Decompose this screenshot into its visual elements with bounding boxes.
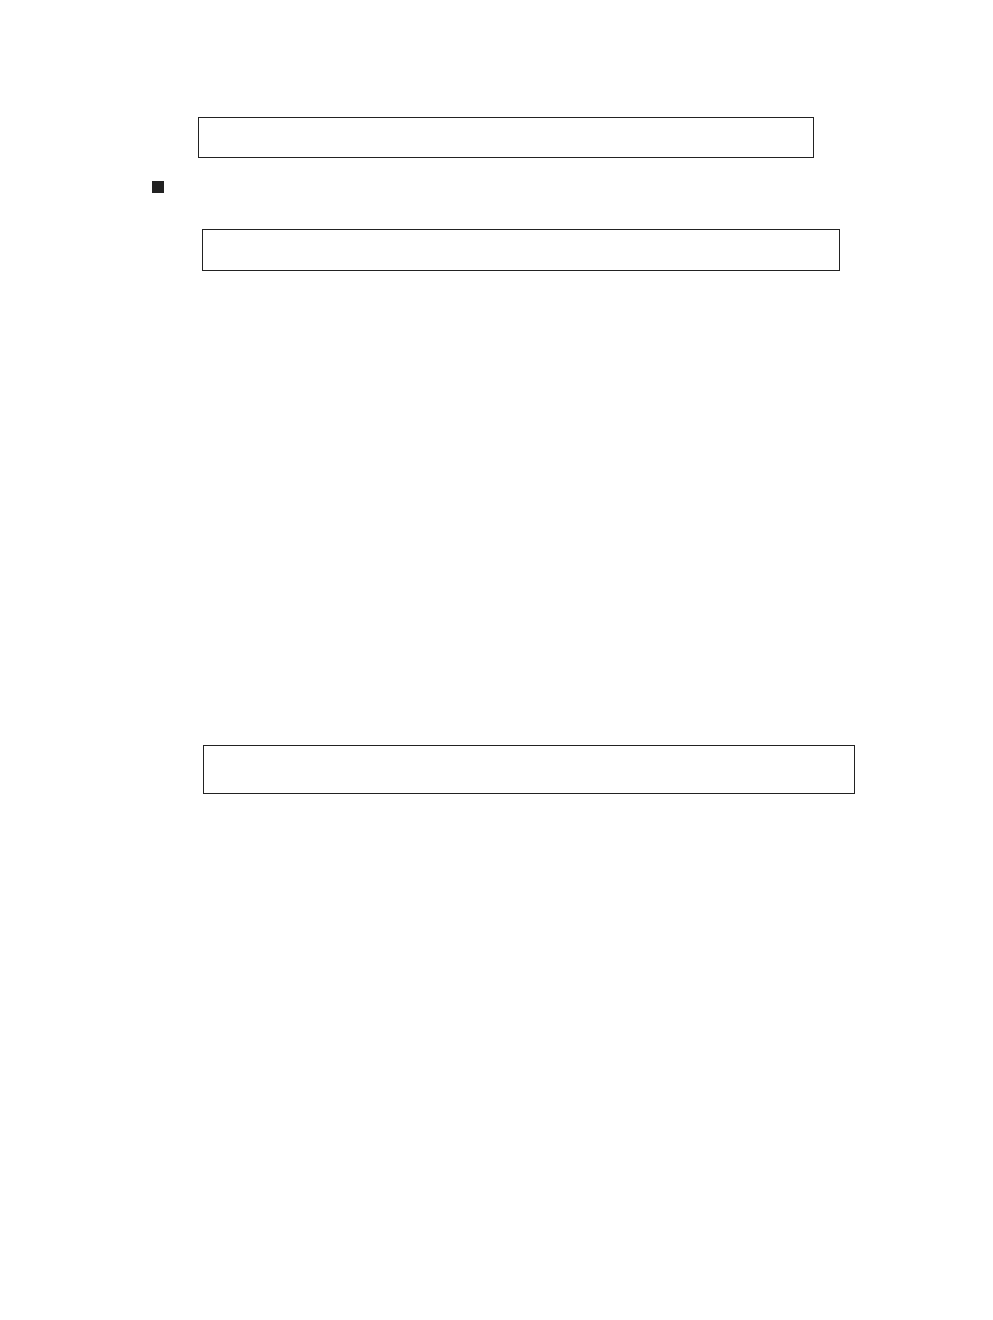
word-box-1 [202, 229, 840, 271]
note-box [198, 117, 814, 158]
square-bullet-icon [152, 181, 164, 193]
section-heading [0, 48, 993, 92]
word-box-2 [203, 745, 855, 794]
instruction [152, 181, 180, 193]
